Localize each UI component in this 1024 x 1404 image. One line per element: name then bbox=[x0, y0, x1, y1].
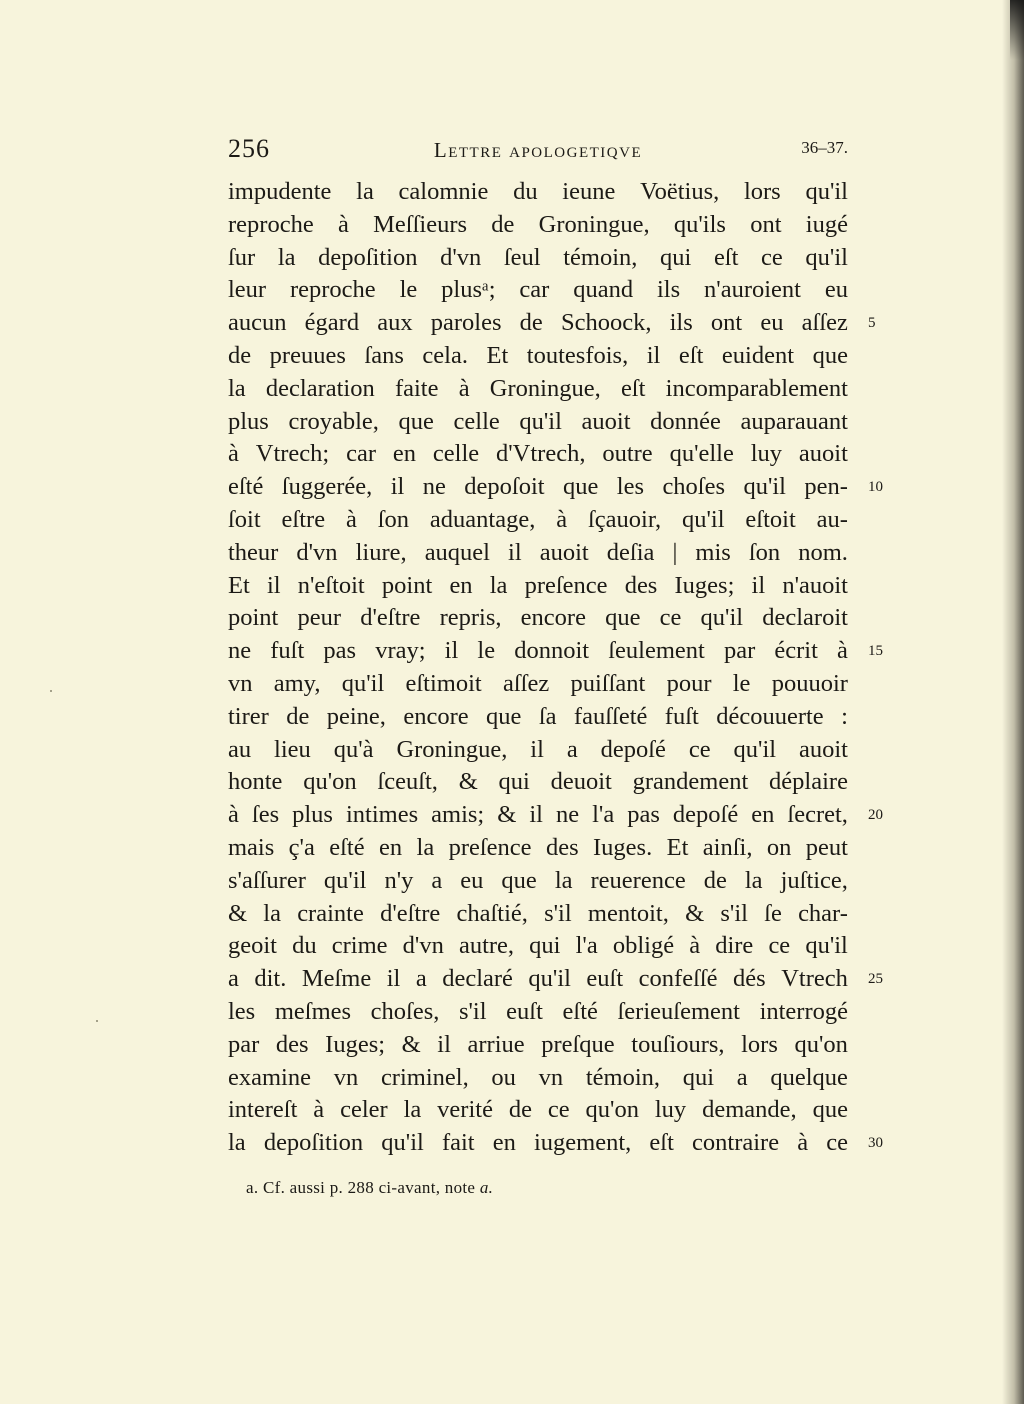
text-line bbox=[228, 373, 848, 406]
text-line-content: impudente la calomnie du ieune Voëtius, lors qu'il bbox=[228, 178, 848, 205]
page-range: 36–37. bbox=[801, 138, 848, 157]
text-line bbox=[228, 438, 848, 471]
text-line-content: mais ç'a eſté en la preſence des Iuges. Et ainſi, on peut bbox=[228, 833, 848, 861]
scan-speck bbox=[96, 1020, 98, 1022]
text-line-content: la declaration faite à Groningue, eſt incomparablement bbox=[228, 374, 848, 402]
text-line bbox=[228, 274, 848, 307]
text-line-content: les meſmes choſes, s'il euſt eſté ſerieuſement interrogé bbox=[228, 997, 848, 1025]
text-line bbox=[228, 570, 848, 603]
running-title: Lettre apologetiqve bbox=[433, 138, 643, 162]
text-line bbox=[228, 1062, 848, 1095]
page-number: 256 bbox=[228, 134, 270, 163]
text-line-content: ſur la depoſition d'vn ſeul témoin, qui eſt ce qu'il bbox=[228, 243, 848, 271]
text-line-content: ſoit eſtre à ſon aduantage, à ſçauoir, qu'il eſtoit au- bbox=[228, 505, 848, 533]
text-line bbox=[228, 668, 848, 701]
text-line-content: Et il n'eſtoit point en la preſence des Iuges; il n'auoit bbox=[228, 571, 848, 599]
text-line-content: intereſt à celer la verité de ce qu'on luy demande, que bbox=[228, 1096, 848, 1124]
text-line bbox=[228, 242, 848, 275]
text-line bbox=[228, 602, 848, 635]
text-line bbox=[228, 930, 848, 963]
text-line-content: point peur d'eſtre repris, encore que ce qu'il declaroit bbox=[228, 604, 848, 632]
book-edge-shadow bbox=[1002, 0, 1024, 1404]
book-edge-shadow-top bbox=[1010, 0, 1024, 60]
text-line-content: par des Iuges; & il arriue preſque touſiours, lors qu'on bbox=[228, 1030, 848, 1058]
margin-line-number: 15 bbox=[868, 643, 883, 660]
margin-line-number: 30 bbox=[868, 1135, 883, 1152]
text-line-content: à ſes plus intimes amis; & il ne l'a pas depoſé en ſecret, bbox=[228, 801, 848, 829]
text-line bbox=[228, 340, 848, 373]
text-line-content: examine vn criminel, ou vn témoin, qui a quelque bbox=[228, 1063, 848, 1091]
text-line bbox=[228, 865, 848, 898]
text-line-content: aucun égard aux paroles de Schoock, ils ont eu aſſez bbox=[228, 309, 848, 337]
text-line-content: a dit. Meſme il a declaré qu'il euſt confeſſé dés Vtrech bbox=[228, 965, 848, 993]
margin-line-number: 25 bbox=[868, 971, 883, 988]
text-line bbox=[228, 635, 848, 668]
text-line-content: s'aſſurer qu'il n'y a eu que la reuerence de la juſtice, bbox=[228, 866, 848, 894]
text-line bbox=[228, 898, 848, 931]
margin-line-number: 20 bbox=[868, 807, 883, 824]
text-line bbox=[228, 734, 848, 767]
scan-speck bbox=[50, 690, 52, 692]
text-line-content: de preuues ſans cela. Et toutesfois, il eſt euident que bbox=[228, 341, 848, 369]
margin-line-number: 10 bbox=[868, 479, 883, 496]
text-line bbox=[228, 471, 848, 504]
text-line bbox=[228, 832, 848, 865]
text-line bbox=[228, 209, 848, 242]
text-line-content: à Vtrech; car en celle d'Vtrech, outre qu'elle luy auoit bbox=[228, 440, 848, 468]
page-header bbox=[228, 134, 848, 170]
text-line bbox=[228, 307, 848, 340]
text-line bbox=[228, 1127, 848, 1160]
text-line bbox=[228, 504, 848, 537]
text-line-content: la depoſition qu'il fait en iugement, eſt contraire à ce bbox=[228, 1129, 848, 1157]
text-line bbox=[228, 996, 848, 1029]
text-line-content: au lieu qu'à Groningue, il a depoſé ce qu'il auoit bbox=[228, 735, 848, 763]
footnote-marker: a. bbox=[246, 1178, 259, 1197]
text-line-content: vn amy, qu'il eſtimoit aſſez puiſſant pour le pouuoir bbox=[228, 669, 848, 697]
footnote bbox=[246, 1178, 493, 1198]
text-line bbox=[228, 1029, 848, 1062]
text-line-content: geoit du crime d'vn autre, qui l'a obligé à dire ce qu'il bbox=[228, 932, 848, 960]
text-line bbox=[228, 176, 848, 209]
text-line bbox=[228, 537, 848, 570]
text-line bbox=[228, 963, 848, 996]
text-line bbox=[228, 406, 848, 439]
text-line-content: plus croyable, que celle qu'il auoit donnée auparauant bbox=[228, 407, 848, 435]
margin-line-number: 5 bbox=[868, 315, 876, 332]
footnote-text: Cf. aussi p. 288 ci-avant, note bbox=[262, 1178, 476, 1197]
text-line-content: & la crainte d'eſtre chaſtié, s'il mentoit, & s'il ſe char- bbox=[228, 899, 848, 927]
text-line-content: honte qu'on ſceuſt, & qui deuoit grandement déplaire bbox=[228, 768, 848, 796]
text-line bbox=[228, 1094, 848, 1127]
text-line-content: theur d'vn liure, auquel il auoit deſia | mis ſon nom. bbox=[228, 538, 848, 566]
text-line-content: leur reproche le plusᵃ; car quand ils n'auroient eu bbox=[228, 276, 848, 304]
footnote-ref: a. bbox=[479, 1178, 494, 1197]
text-line-content: tirer de peine, encore que ſa fauſſeté fuſt découuerte : bbox=[228, 702, 848, 730]
text-line-content: reproche à Meſſieurs de Groningue, qu'ils ont iugé bbox=[228, 210, 848, 238]
text-line-content: eſté ſuggerée, il ne depoſoit que les choſes qu'il pen- bbox=[228, 473, 848, 501]
text-line-content: ne fuſt pas vray; il le donnoit ſeulement par écrit à bbox=[228, 637, 848, 665]
text-line bbox=[228, 799, 848, 832]
text-line bbox=[228, 701, 848, 734]
body-text bbox=[228, 176, 848, 1160]
text-line bbox=[228, 766, 848, 799]
